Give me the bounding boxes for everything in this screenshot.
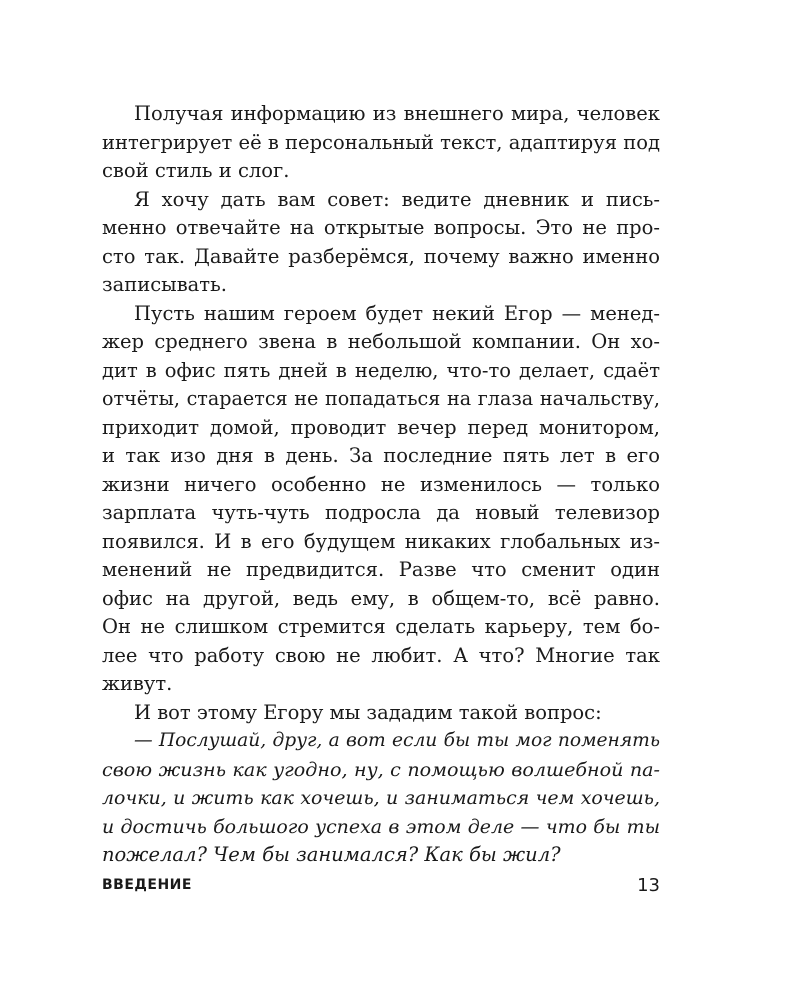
text-line: Он не слишком стремится сделать карьеру, тем бо- (102, 615, 660, 638)
text-line: — Послушай, друг, а вот если бы ты мог поменять (134, 730, 660, 751)
page-number: 13 (637, 875, 660, 896)
text-line: дит в офис пять дней в неделю, что-то делает, сдаёт (102, 358, 660, 382)
text-line: свою жизнь как угодно, ну, с помощью волшебной па- (102, 757, 660, 781)
dialogue-paragraph (102, 727, 660, 870)
text-line: свой стиль и слог. (102, 159, 290, 182)
text-line: Я хочу дать вам совет: ведите дневник и пись- (134, 187, 660, 211)
text-line: жер среднего звена в небольшой компании. Он хо- (102, 330, 660, 353)
text-line: и достичь большого успеха в этом деле — что бы ты (102, 815, 660, 838)
text-line: зарплата чуть-чуть подросла да новый телевизор (102, 501, 660, 524)
text-line: сто так. Давайте разберёмся, почему важно именно (102, 244, 660, 268)
text-line: появился. И в его будущем никаких глобальных из- (102, 529, 660, 553)
text-line: Получая информацию из внешнего мира, человек (134, 102, 660, 125)
text-line: отчёты, старается не попадаться на глаза начальству, (102, 387, 660, 410)
text-line: лочки, и жить как хочешь, и заниматься чем хочешь, (102, 787, 660, 809)
paragraph (102, 186, 660, 300)
body-text (102, 100, 660, 870)
text-line: И вот этому Егору мы зададим такой вопрос: (134, 700, 602, 724)
text-line: пожелал? Чем бы занимался? Как бы жил? (102, 843, 561, 866)
section-title: ВВЕДЕНИЕ (102, 877, 192, 893)
paragraph (102, 699, 660, 728)
text-line: лее что работу свою не любит. А что? Многие так (102, 643, 660, 667)
text-line: жизни ничего особенно не изменилось — только (102, 472, 660, 496)
text-line: и так изо дня в день. За последние пять лет в его (102, 444, 660, 467)
text-line: интегрирует её в персональный текст, адаптируя под (102, 130, 660, 154)
text-line: приходит домой, проводит вечер перед монитором, (102, 415, 660, 439)
text-line: записывать. (102, 273, 227, 296)
page-footer (102, 877, 660, 901)
text-line: Пусть нашим героем будет некий Егор — менед- (134, 301, 660, 325)
text-line: офис на другой, ведь ему, в общем-то, всё равно. (102, 586, 660, 610)
text-line: менений не предвидится. Разве что сменит один (102, 558, 660, 581)
text-line: живут. (102, 672, 173, 695)
paragraph (102, 300, 660, 699)
paragraph (102, 100, 660, 186)
text-line: менно отвечайте на открытые вопросы. Это не про- (102, 216, 660, 239)
